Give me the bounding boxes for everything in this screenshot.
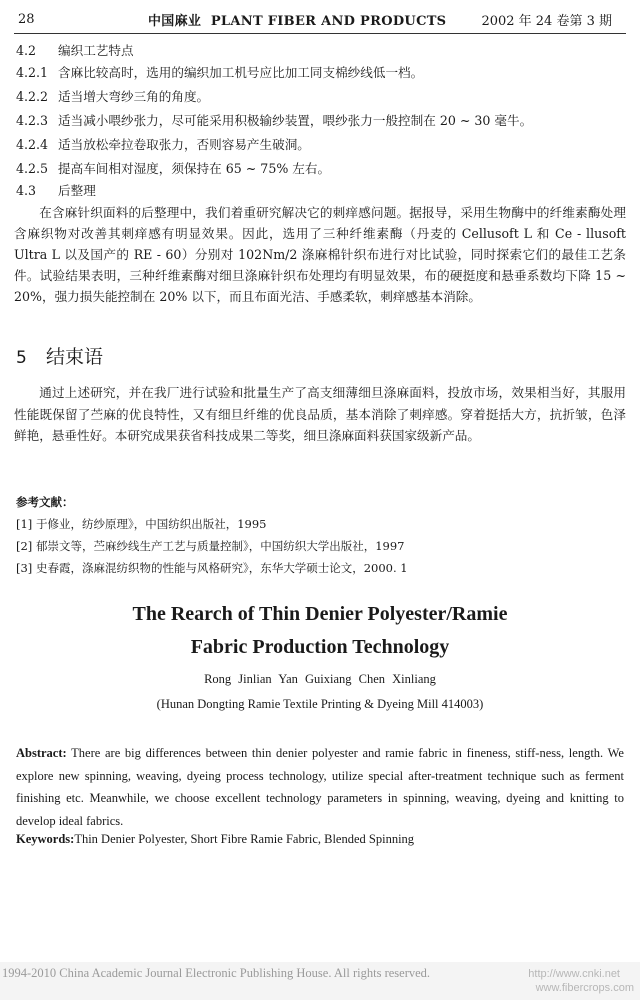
section-title: 结束语 <box>46 346 104 368</box>
section-text: 编织工艺特点 <box>58 43 134 58</box>
abstract-label: Abstract: <box>16 746 67 760</box>
section-item <box>16 158 330 179</box>
section-text: 提高车间相对湿度，须保持在 65 ~ 75% 左右。 <box>58 161 331 176</box>
journal-title-cn: 中国麻业 <box>148 14 202 29</box>
section-number: 4.2.3 <box>16 113 49 128</box>
section-number: 4.2.4 <box>16 137 49 152</box>
section-heading <box>16 40 134 61</box>
header-rule <box>14 33 626 34</box>
affiliation: (Hunan Dongting Ramie Textile Printing & Dyeing Mill 414003) <box>156 697 484 711</box>
section-text: 适当放松牵拉卷取张力，否则容易产生破洞。 <box>58 137 310 152</box>
section-number: 4.2 <box>16 43 37 58</box>
issue-info: 2002 年 24 卷第 3 期 <box>481 14 612 29</box>
section-number: 4.2.5 <box>16 161 49 176</box>
section-item <box>16 110 532 131</box>
section-number: 4.2.1 <box>16 65 49 80</box>
section-heading <box>16 180 96 201</box>
english-title-line-1: The Rearch of Thin Denier Polyester/Ramie <box>132 603 508 625</box>
copyright-notice: 1994-2010 China Academic Journal Electronic Publishing House. All rights reserved. <box>2 966 431 980</box>
section-item <box>16 134 310 155</box>
section-5-heading <box>16 342 103 369</box>
reference-item: [3] 史春霞，涤麻混纺织物的性能与风格研究》，东华大学硕士论文，2000. 1 <box>16 561 408 575</box>
conclusion-paragraph: 通过上述研究，并在我厂进行试验和批量生产了高支细薄细旦涤麻面料，投放市场，效果相当好，其服用性能既保留了苎麻的优良特性，又有细旦纤维的优良品质，基本消除了刺痒感。穿着挺括大方，抗折皱，色泽鲜艳，悬垂性好。本研究成果获省科技成果二等奖，细旦涤麻面料获国家级新产品。 <box>14 385 626 443</box>
keywords-label: Keywords: <box>16 832 75 846</box>
journal-title <box>148 10 446 29</box>
page-header <box>0 0 640 40</box>
section-item <box>16 86 209 107</box>
section-item <box>16 62 423 83</box>
finishing-paragraph: 在含麻针织面料的后整理中，我们着重研究解决它的刺痒感问题。据报导，采用生物酶中的纤维素酶处理含麻织物对改善其刺痒感有明显效果。因此，选用了三种纤维素酶（丹麦的 Cellusoft L 和 Ce - llusoft Ultra L 以及国产的 RE - 60）分别对 102Nm/2 涤麻棉针织布进行对比试验，同时探索它们的最佳工艺条件。试验结果表明，三种纤维素酶对细旦涤麻针织布处理均有明显效果，布的硬挺度和悬垂系数均下降 15 ~ 20%，强力损失能控制在 20% 以下，而且布面光洁、手感柔软，刺痒感基本消除。 <box>14 205 626 304</box>
keywords <box>16 832 624 847</box>
section-text: 含麻比较高时，选用的编织加工机号应比加工同支棉纱线低一档。 <box>58 65 424 80</box>
reference-item: [1] 于修业，纺纱原理》，中国纺织出版社，1995 <box>16 517 267 531</box>
section-text: 适当增大弯纱三角的角度。 <box>58 89 210 104</box>
section-number: 4.2.2 <box>16 89 49 104</box>
section-number: 4.3 <box>16 183 37 198</box>
section-text: 后整理 <box>58 183 96 198</box>
section-text: 适当减小喂纱张力，尽可能采用积极输纱装置，喂纱张力一般控制在 20 ~ 30 毫牛。 <box>58 113 533 128</box>
abstract-text: There are big differences between thin denier polyester and ramie fabric in fineness, stiff-ness, length. We explore new spinning, weaving, dyeing process technology, utilize special after-treatment technique such as ferment finishing etc. Meanwhile, we choose excellent technology parameters in spinning, weaving, dyeing and knitting to develop ideal fabrics. <box>16 746 624 828</box>
keywords-text: Thin Denier Polyester, Short Fibre Ramie Fabric, Blended Spinning <box>74 832 415 846</box>
english-title-line-2: Fabric Production Technology <box>190 636 450 658</box>
page-number: 28 <box>18 12 35 27</box>
reference-item: [2] 郁崇文等，苎麻纱线生产工艺与质量控制》，中国纺织大学出版社，1997 <box>16 539 405 553</box>
journal-title-en: PLANT FIBER AND PRODUCTS <box>210 14 447 29</box>
page-footer <box>0 962 640 1000</box>
abstract <box>16 742 624 832</box>
section-number: 5 <box>16 348 27 368</box>
watermark-url: http://www.cnki.net <box>528 968 620 980</box>
references-label: 参考文献： <box>16 495 74 509</box>
authors: Rong Jinlian Yan Guixiang Chen Xinliang <box>204 672 436 686</box>
watermark-url-secondary: www.fibercrops.com <box>535 982 634 994</box>
